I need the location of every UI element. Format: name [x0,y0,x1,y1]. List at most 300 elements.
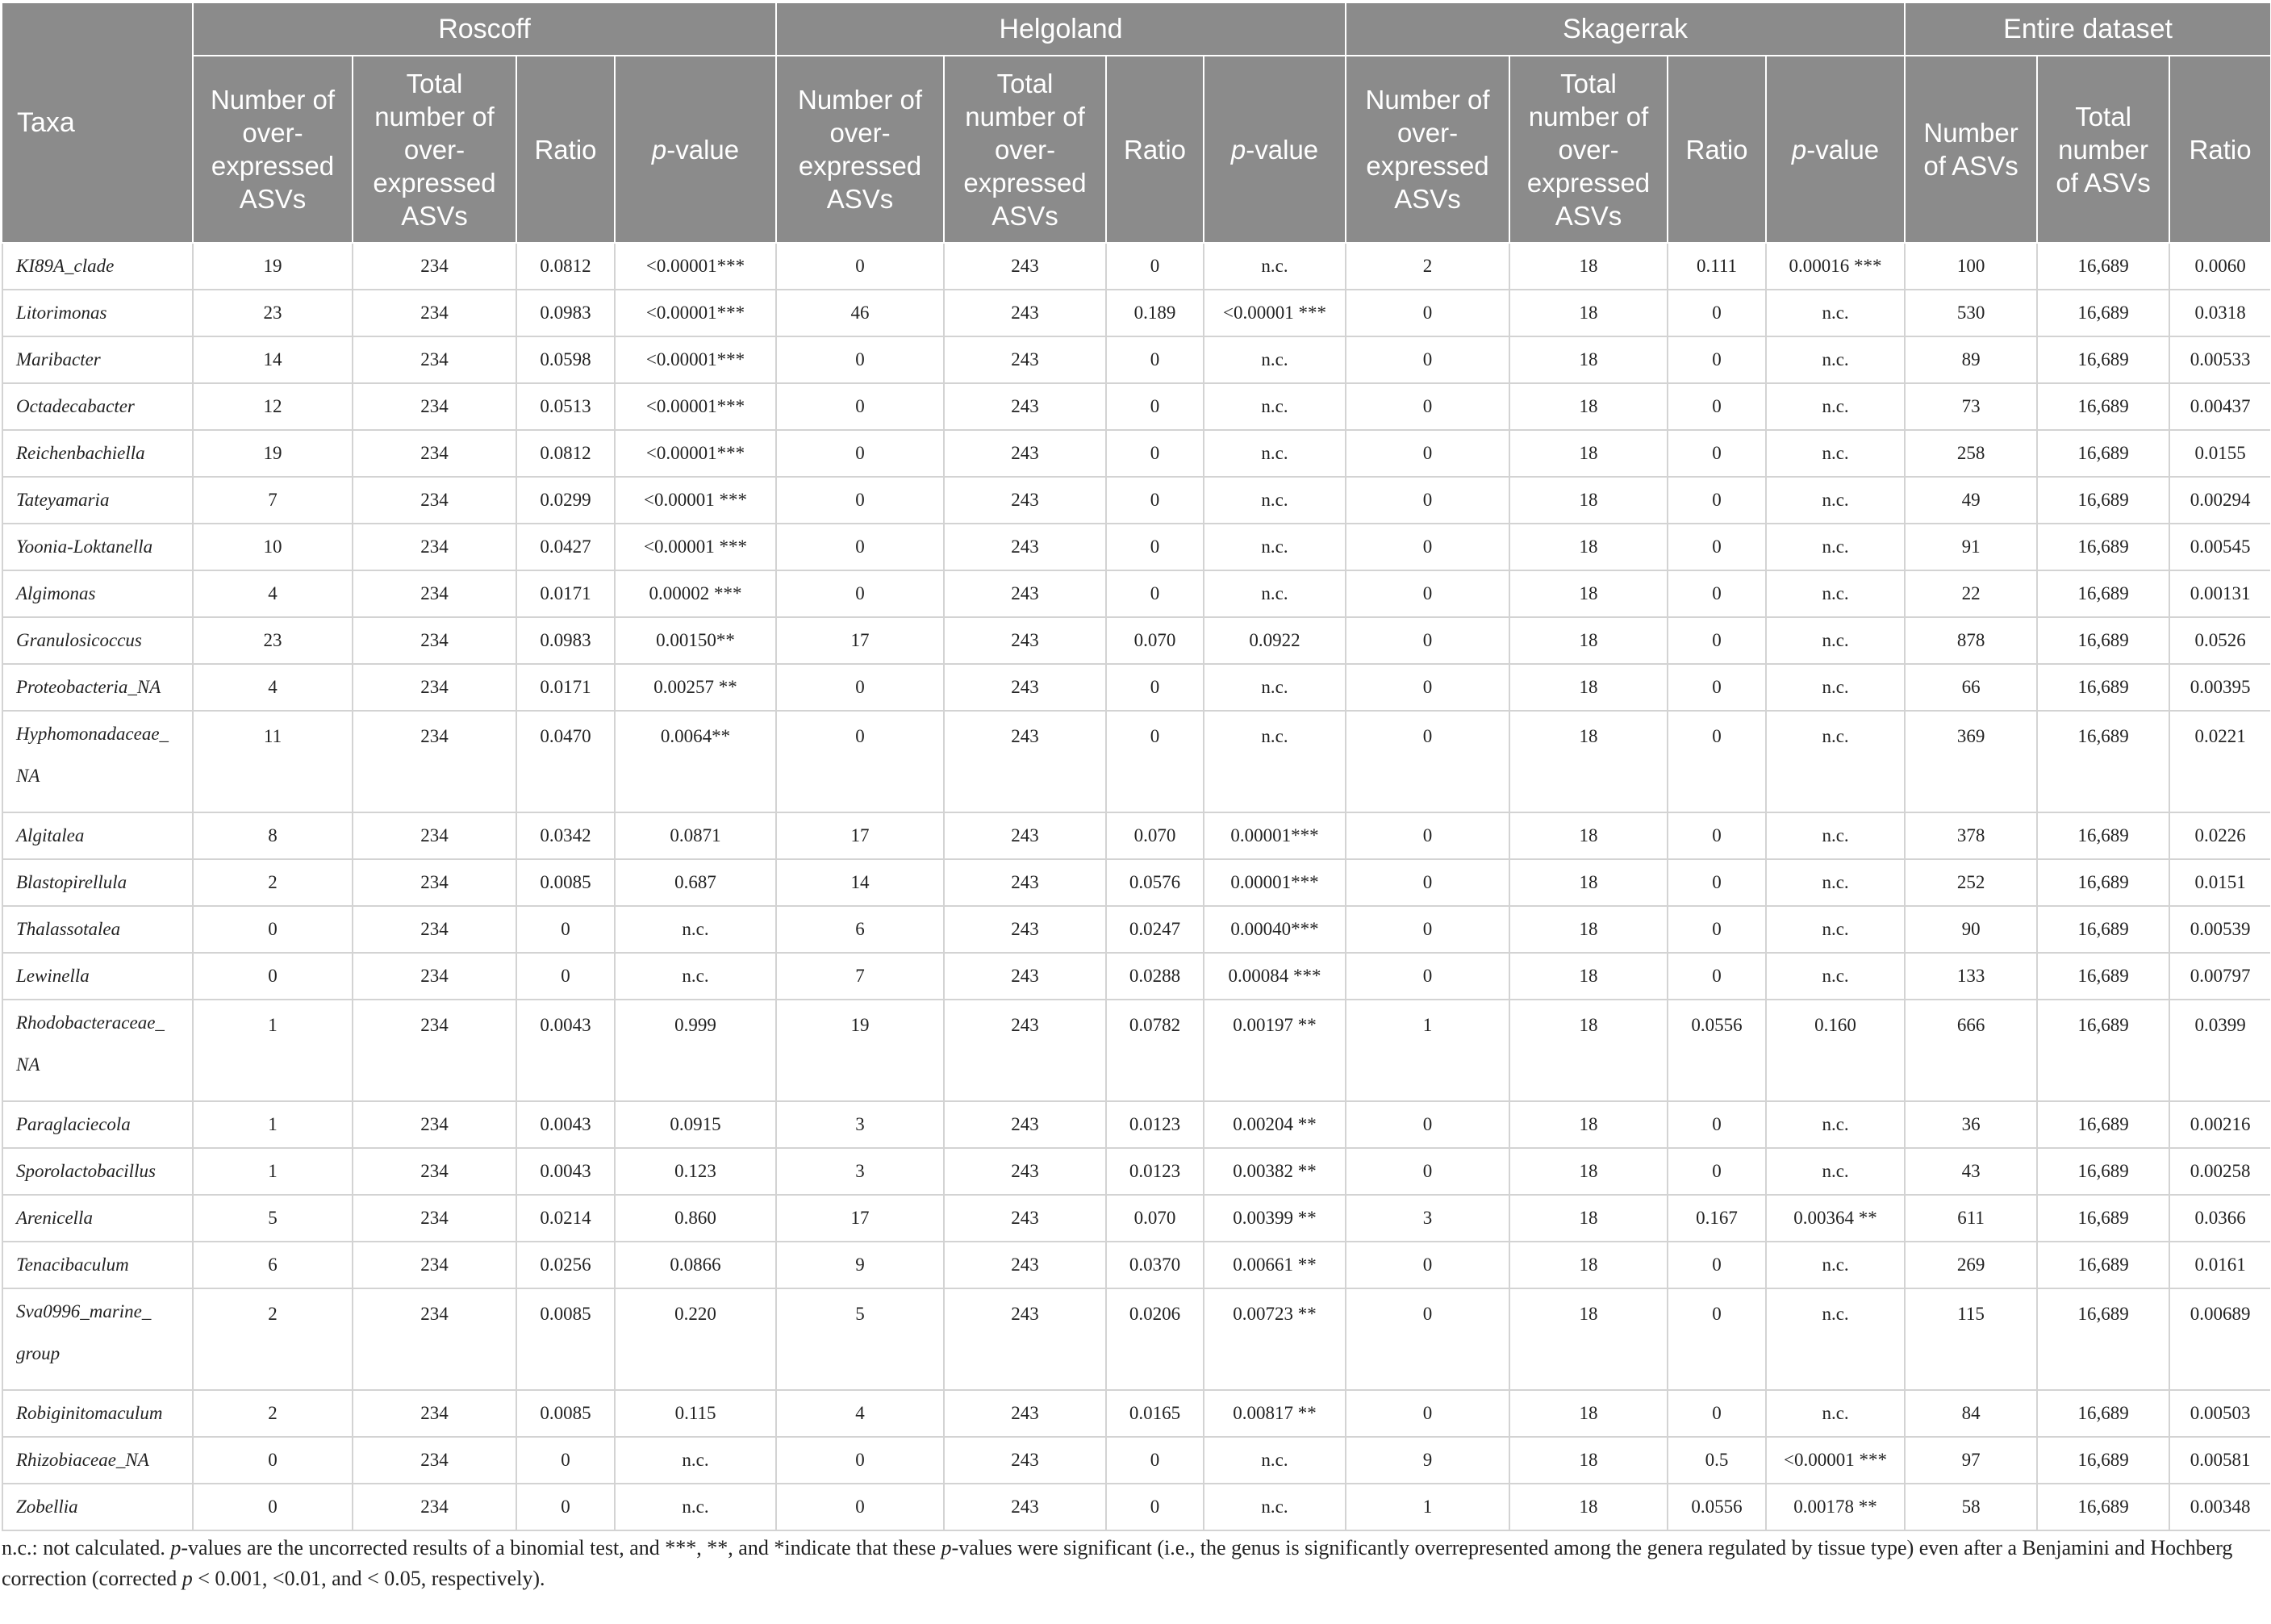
ska-ratio-cell: 0 [1668,1148,1766,1195]
ska-pvalue-cell: n.c. [1766,711,1905,812]
ros-ratio-cell: 0.0983 [516,617,615,664]
hel-num-over-cell: 17 [776,1195,944,1242]
ska-num-over-cell: 2 [1346,243,1509,290]
taxon-cell: Sva0996_marine_ group [2,1288,193,1390]
ska-total-over-cell: 18 [1509,383,1668,430]
taxon-cell: Robiginitomaculum [2,1390,193,1437]
hel-total-over-cell: 243 [944,711,1106,812]
ros-total-over-cell: 234 [353,336,516,383]
ros-num-over-cell: 2 [193,1390,353,1437]
ros-pvalue-cell: 0.0866 [615,1242,776,1288]
ros-pvalue-cell: 0.0064** [615,711,776,812]
hel-num-over-cell: 0 [776,1437,944,1484]
ros-num-over-cell: 8 [193,812,353,859]
ska-pvalue-cell: n.c. [1766,430,1905,477]
all-total-asv-cell: 16,689 [2037,953,2169,1000]
ska-total-over-cell: 18 [1509,906,1668,953]
ska-ratio-cell: 0 [1668,1288,1766,1390]
hel-ratio-cell: 0.0123 [1106,1148,1204,1195]
table-row [2,953,2270,1000]
taxon-cell: Lewinella [2,953,193,1000]
ros-total-over-cell: 234 [353,290,516,336]
all-num-asv-cell: 369 [1905,711,2037,812]
header-p-italic: p [1230,134,1246,165]
all-num-asv-cell: 258 [1905,430,2037,477]
ska-ratio-cell: 0 [1668,477,1766,524]
ska-total-over-cell: 18 [1509,1000,1668,1101]
ros-total-over-cell: 234 [353,430,516,477]
hel-total-over-cell: 243 [944,570,1106,617]
hel-num-over-cell: 0 [776,1484,944,1530]
ros-total-over-cell: 234 [353,524,516,570]
all-ratio-cell: 0.00437 [2169,383,2270,430]
ros-total-over-cell: 234 [353,1484,516,1530]
ros-ratio-cell: 0.0256 [516,1242,615,1288]
header-group-entire-dataset: Entire dataset [1905,3,2270,56]
hel-num-over-cell: 14 [776,859,944,906]
hel-total-over-cell: 243 [944,1288,1106,1390]
ros-total-over-cell: 234 [353,477,516,524]
hel-num-over-cell: 17 [776,812,944,859]
table-row [2,1101,2270,1148]
all-ratio-cell: 0.0226 [2169,812,2270,859]
ska-num-over-cell: 0 [1346,383,1509,430]
all-total-asv-cell: 16,689 [2037,617,2169,664]
hel-ratio-cell: 0 [1106,664,1204,711]
all-ratio-cell: 0.00503 [2169,1390,2270,1437]
header-num-over: Number of over-expressed ASVs [193,56,353,243]
ros-pvalue-cell: n.c. [615,953,776,1000]
table-row [2,524,2270,570]
results-table [2,3,2270,1531]
ros-total-over-cell: 234 [353,1195,516,1242]
ska-num-over-cell: 0 [1346,906,1509,953]
hel-pvalue-cell: 0.00001*** [1204,812,1346,859]
ska-total-over-cell: 18 [1509,1437,1668,1484]
all-num-asv-cell: 252 [1905,859,2037,906]
ros-total-over-cell: 234 [353,953,516,1000]
taxon-cell: Zobellia [2,1484,193,1530]
all-num-asv-cell: 115 [1905,1288,2037,1390]
footnote-text1: -values are the uncorrected results of a binomial test, and ***, **, and *indicate that these [181,1536,941,1559]
hel-pvalue-cell: 0.00197 ** [1204,1000,1346,1101]
ros-pvalue-cell: 0.0915 [615,1101,776,1148]
table-row [2,1288,2270,1390]
header-total-asv: Total number of ASVs [2037,56,2169,243]
header-ratio: Ratio [2169,56,2270,243]
ska-ratio-cell: 0.0556 [1668,1000,1766,1101]
ska-ratio-cell: 0 [1668,570,1766,617]
all-ratio-cell: 0.00689 [2169,1288,2270,1390]
ros-pvalue-cell: <0.00001*** [615,290,776,336]
hel-ratio-cell: 0.0206 [1106,1288,1204,1390]
taxon-cell: Rhodobacteraceae_ NA [2,1000,193,1101]
all-ratio-cell: 0.00581 [2169,1437,2270,1484]
taxon-cell: Paraglaciecola [2,1101,193,1148]
hel-total-over-cell: 243 [944,1437,1106,1484]
all-num-asv-cell: 611 [1905,1195,2037,1242]
all-total-asv-cell: 16,689 [2037,290,2169,336]
ska-ratio-cell: 0 [1668,906,1766,953]
ska-ratio-cell: 0.167 [1668,1195,1766,1242]
ros-num-over-cell: 14 [193,336,353,383]
header-ratio: Ratio [1106,56,1204,243]
header-p-italic: p [651,134,667,165]
ska-num-over-cell: 0 [1346,524,1509,570]
ska-num-over-cell: 9 [1346,1437,1509,1484]
ros-pvalue-cell: <0.00001 *** [615,477,776,524]
hel-pvalue-cell: n.c. [1204,336,1346,383]
ros-ratio-cell: 0.0983 [516,290,615,336]
header-group-helgoland: Helgoland [776,3,1346,56]
ros-num-over-cell: 10 [193,524,353,570]
ros-total-over-cell: 234 [353,812,516,859]
ros-total-over-cell: 234 [353,1101,516,1148]
taxon-cell: Thalassotalea [2,906,193,953]
hel-ratio-cell: 0.0576 [1106,859,1204,906]
hel-pvalue-cell: 0.00399 ** [1204,1195,1346,1242]
taxon-cell: Proteobacteria_NA [2,664,193,711]
all-ratio-cell: 0.00294 [2169,477,2270,524]
table-row [2,711,2270,812]
ros-num-over-cell: 12 [193,383,353,430]
ska-total-over-cell: 18 [1509,570,1668,617]
hel-pvalue-cell: 0.00001*** [1204,859,1346,906]
hel-total-over-cell: 243 [944,336,1106,383]
table-row [2,383,2270,430]
ska-pvalue-cell: n.c. [1766,477,1905,524]
ska-pvalue-cell: n.c. [1766,570,1905,617]
ska-total-over-cell: 18 [1509,336,1668,383]
ska-ratio-cell: 0 [1668,664,1766,711]
ska-pvalue-cell: n.c. [1766,1101,1905,1148]
header-p-suffix: -value [666,134,740,165]
all-num-asv-cell: 91 [1905,524,2037,570]
all-num-asv-cell: 89 [1905,336,2037,383]
all-num-asv-cell: 58 [1905,1484,2037,1530]
ska-ratio-cell: 0 [1668,711,1766,812]
hel-total-over-cell: 243 [944,859,1106,906]
all-ratio-cell: 0.0399 [2169,1000,2270,1101]
table-row [2,1484,2270,1530]
table-row [2,1195,2270,1242]
ska-num-over-cell: 0 [1346,953,1509,1000]
hel-num-over-cell: 17 [776,617,944,664]
all-num-asv-cell: 22 [1905,570,2037,617]
footnote-p2: p [941,1536,952,1559]
ros-total-over-cell: 234 [353,1390,516,1437]
ska-total-over-cell: 18 [1509,1195,1668,1242]
taxon-cell: Granulosicoccus [2,617,193,664]
hel-total-over-cell: 243 [944,1148,1106,1195]
ska-total-over-cell: 18 [1509,1390,1668,1437]
header-group-roscoff: Roscoff [193,3,776,56]
ska-total-over-cell: 18 [1509,953,1668,1000]
ros-pvalue-cell: 0.00150** [615,617,776,664]
all-ratio-cell: 0.0366 [2169,1195,2270,1242]
footnote-text2: -values were significant (i.e., the genus is significantly overrepresented among the genera regulated by tissue type) even after a Benjamini and Hochberg correction (corrected [2,1536,2233,1590]
hel-num-over-cell: 0 [776,430,944,477]
ros-num-over-cell: 23 [193,617,353,664]
hel-pvalue-cell: n.c. [1204,664,1346,711]
footnote [2,1533,2252,1594]
hel-pvalue-cell: 0.00661 ** [1204,1242,1346,1288]
ros-pvalue-cell: 0.00257 ** [615,664,776,711]
hel-num-over-cell: 19 [776,1000,944,1101]
hel-num-over-cell: 7 [776,953,944,1000]
header-total-over: Total number of over-expressed ASVs [353,56,516,243]
ros-ratio-cell: 0.0342 [516,812,615,859]
ros-num-over-cell: 0 [193,1437,353,1484]
hel-ratio-cell: 0.189 [1106,290,1204,336]
hel-total-over-cell: 243 [944,953,1106,1000]
hel-ratio-cell: 0.0782 [1106,1000,1204,1101]
taxon-cell: Sporolactobacillus [2,1148,193,1195]
all-ratio-cell: 0.0318 [2169,290,2270,336]
hel-total-over-cell: 243 [944,1195,1106,1242]
table-row [2,570,2270,617]
hel-pvalue-cell: <0.00001 *** [1204,290,1346,336]
table-container [2,3,2269,1531]
hel-ratio-cell: 0.0165 [1106,1390,1204,1437]
hel-total-over-cell: 243 [944,290,1106,336]
ska-total-over-cell: 18 [1509,430,1668,477]
hel-total-over-cell: 243 [944,1242,1106,1288]
ska-num-over-cell: 0 [1346,1148,1509,1195]
ros-num-over-cell: 0 [193,1484,353,1530]
hel-pvalue-cell: 0.00817 ** [1204,1390,1346,1437]
ska-total-over-cell: 18 [1509,290,1668,336]
table-row [2,336,2270,383]
hel-total-over-cell: 243 [944,524,1106,570]
all-ratio-cell: 0.0151 [2169,859,2270,906]
hel-pvalue-cell: 0.00204 ** [1204,1101,1346,1148]
ros-pvalue-cell: 0.123 [615,1148,776,1195]
taxon-cell: Hyphomonadaceae_ NA [2,711,193,812]
hel-ratio-cell: 0 [1106,711,1204,812]
hel-total-over-cell: 243 [944,906,1106,953]
hel-pvalue-cell: n.c. [1204,383,1346,430]
hel-total-over-cell: 243 [944,664,1106,711]
footnote-nc: n.c.: not calculated. [2,1536,171,1559]
hel-num-over-cell: 0 [776,477,944,524]
table-row [2,290,2270,336]
ros-num-over-cell: 6 [193,1242,353,1288]
footnote-text3: < 0.001, <0.01, and < 0.05, respectively). [192,1567,545,1590]
table-row [2,430,2270,477]
header-ratio: Ratio [1668,56,1766,243]
hel-ratio-cell: 0.070 [1106,1195,1204,1242]
hel-num-over-cell: 4 [776,1390,944,1437]
ska-ratio-cell: 0 [1668,430,1766,477]
header-total-over: Total number of over-expressed ASVs [1509,56,1668,243]
ska-num-over-cell: 0 [1346,477,1509,524]
footnote-p: p [170,1536,182,1559]
ska-ratio-cell: 0 [1668,812,1766,859]
header-num-over: Number of over-expressed ASVs [1346,56,1509,243]
ska-total-over-cell: 18 [1509,1242,1668,1288]
hel-ratio-cell: 0 [1106,430,1204,477]
ska-num-over-cell: 0 [1346,664,1509,711]
ros-total-over-cell: 234 [353,711,516,812]
ros-pvalue-cell: 0.00002 *** [615,570,776,617]
ska-num-over-cell: 0 [1346,570,1509,617]
ros-pvalue-cell: 0.860 [615,1195,776,1242]
ska-pvalue-cell: n.c. [1766,1390,1905,1437]
ros-pvalue-cell: <0.00001*** [615,243,776,290]
taxon-cell: KI89A_clade [2,243,193,290]
ros-pvalue-cell: n.c. [615,1484,776,1530]
table-row [2,906,2270,953]
ska-pvalue-cell: n.c. [1766,1288,1905,1390]
hel-pvalue-cell: n.c. [1204,430,1346,477]
footnote-p3: p [182,1567,193,1590]
ros-pvalue-cell: n.c. [615,906,776,953]
taxon-cell: Octadecabacter [2,383,193,430]
ska-ratio-cell: 0 [1668,617,1766,664]
header-column-row [2,56,2270,243]
hel-pvalue-cell: 0.0922 [1204,617,1346,664]
hel-num-over-cell: 5 [776,1288,944,1390]
ska-pvalue-cell: n.c. [1766,664,1905,711]
hel-total-over-cell: 243 [944,617,1106,664]
all-num-asv-cell: 133 [1905,953,2037,1000]
ros-ratio-cell: 0.0214 [516,1195,615,1242]
ska-pvalue-cell: n.c. [1766,524,1905,570]
header-pvalue [1766,56,1905,243]
all-ratio-cell: 0.00797 [2169,953,2270,1000]
table-row [2,243,2270,290]
hel-total-over-cell: 243 [944,243,1106,290]
ros-ratio-cell: 0.0427 [516,524,615,570]
all-num-asv-cell: 66 [1905,664,2037,711]
all-ratio-cell: 0.00395 [2169,664,2270,711]
all-ratio-cell: 0.00533 [2169,336,2270,383]
header-taxa: Taxa [2,3,193,243]
header-p-suffix: -value [1246,134,1319,165]
hel-num-over-cell: 0 [776,336,944,383]
ros-ratio-cell: 0.0085 [516,1390,615,1437]
hel-total-over-cell: 243 [944,1390,1106,1437]
ska-ratio-cell: 0 [1668,524,1766,570]
ska-pvalue-cell: 0.00364 ** [1766,1195,1905,1242]
hel-ratio-cell: 0 [1106,243,1204,290]
ros-num-over-cell: 4 [193,664,353,711]
ska-num-over-cell: 1 [1346,1484,1509,1530]
header-total-over: Total number of over-expressed ASVs [944,56,1106,243]
table-row [2,812,2270,859]
ros-ratio-cell: 0.0043 [516,1000,615,1101]
hel-ratio-cell: 0.070 [1106,812,1204,859]
table-row [2,1242,2270,1288]
all-num-asv-cell: 878 [1905,617,2037,664]
ros-total-over-cell: 234 [353,1242,516,1288]
ros-total-over-cell: 234 [353,859,516,906]
hel-ratio-cell: 0.070 [1106,617,1204,664]
all-num-asv-cell: 269 [1905,1242,2037,1288]
ska-num-over-cell: 0 [1346,1242,1509,1288]
all-total-asv-cell: 16,689 [2037,1148,2169,1195]
ros-total-over-cell: 234 [353,1000,516,1101]
ska-pvalue-cell: n.c. [1766,290,1905,336]
ros-ratio-cell: 0.0043 [516,1101,615,1148]
ros-ratio-cell: 0 [516,953,615,1000]
ska-num-over-cell: 0 [1346,430,1509,477]
hel-total-over-cell: 243 [944,1000,1106,1101]
header-ratio: Ratio [516,56,615,243]
taxon-cell: Rhizobiaceae_NA [2,1437,193,1484]
table-row [2,617,2270,664]
ros-num-over-cell: 4 [193,570,353,617]
ska-pvalue-cell: 0.00016 *** [1766,243,1905,290]
table-row [2,1390,2270,1437]
table-row [2,859,2270,906]
hel-pvalue-cell: n.c. [1204,1484,1346,1530]
ros-ratio-cell: 0.0043 [516,1148,615,1195]
ska-total-over-cell: 18 [1509,477,1668,524]
ros-ratio-cell: 0.0812 [516,430,615,477]
hel-pvalue-cell: n.c. [1204,477,1346,524]
ska-num-over-cell: 3 [1346,1195,1509,1242]
ska-num-over-cell: 0 [1346,336,1509,383]
all-ratio-cell: 0.00216 [2169,1101,2270,1148]
hel-num-over-cell: 0 [776,383,944,430]
ska-ratio-cell: 0 [1668,336,1766,383]
all-num-asv-cell: 666 [1905,1000,2037,1101]
ska-total-over-cell: 18 [1509,524,1668,570]
all-total-asv-cell: 16,689 [2037,1484,2169,1530]
ros-ratio-cell: 0 [516,906,615,953]
hel-ratio-cell: 0 [1106,383,1204,430]
all-total-asv-cell: 16,689 [2037,1101,2169,1148]
hel-total-over-cell: 243 [944,812,1106,859]
ros-total-over-cell: 234 [353,1148,516,1195]
ska-num-over-cell: 0 [1346,711,1509,812]
ros-num-over-cell: 0 [193,953,353,1000]
ros-ratio-cell: 0 [516,1437,615,1484]
all-ratio-cell: 0.0526 [2169,617,2270,664]
hel-num-over-cell: 0 [776,570,944,617]
hel-num-over-cell: 3 [776,1148,944,1195]
taxon-cell: Tateyamaria [2,477,193,524]
header-num-asv: Number of ASVs [1905,56,2037,243]
all-total-asv-cell: 16,689 [2037,1390,2169,1437]
ros-ratio-cell: 0.0470 [516,711,615,812]
ros-num-over-cell: 19 [193,430,353,477]
ska-pvalue-cell: n.c. [1766,336,1905,383]
ska-num-over-cell: 0 [1346,1390,1509,1437]
hel-total-over-cell: 243 [944,477,1106,524]
all-ratio-cell: 0.00539 [2169,906,2270,953]
all-ratio-cell: 0.0060 [2169,243,2270,290]
hel-total-over-cell: 243 [944,1484,1106,1530]
all-total-asv-cell: 16,689 [2037,243,2169,290]
ros-ratio-cell: 0.0085 [516,1288,615,1390]
ros-total-over-cell: 234 [353,383,516,430]
ska-total-over-cell: 18 [1509,664,1668,711]
all-num-asv-cell: 73 [1905,383,2037,430]
ska-total-over-cell: 18 [1509,243,1668,290]
ros-num-over-cell: 19 [193,243,353,290]
all-num-asv-cell: 530 [1905,290,2037,336]
ska-pvalue-cell: n.c. [1766,906,1905,953]
ros-ratio-cell: 0 [516,1484,615,1530]
ska-total-over-cell: 18 [1509,1484,1668,1530]
ros-pvalue-cell: <0.00001*** [615,430,776,477]
all-ratio-cell: 0.0161 [2169,1242,2270,1288]
ros-num-over-cell: 1 [193,1101,353,1148]
hel-pvalue-cell: n.c. [1204,524,1346,570]
